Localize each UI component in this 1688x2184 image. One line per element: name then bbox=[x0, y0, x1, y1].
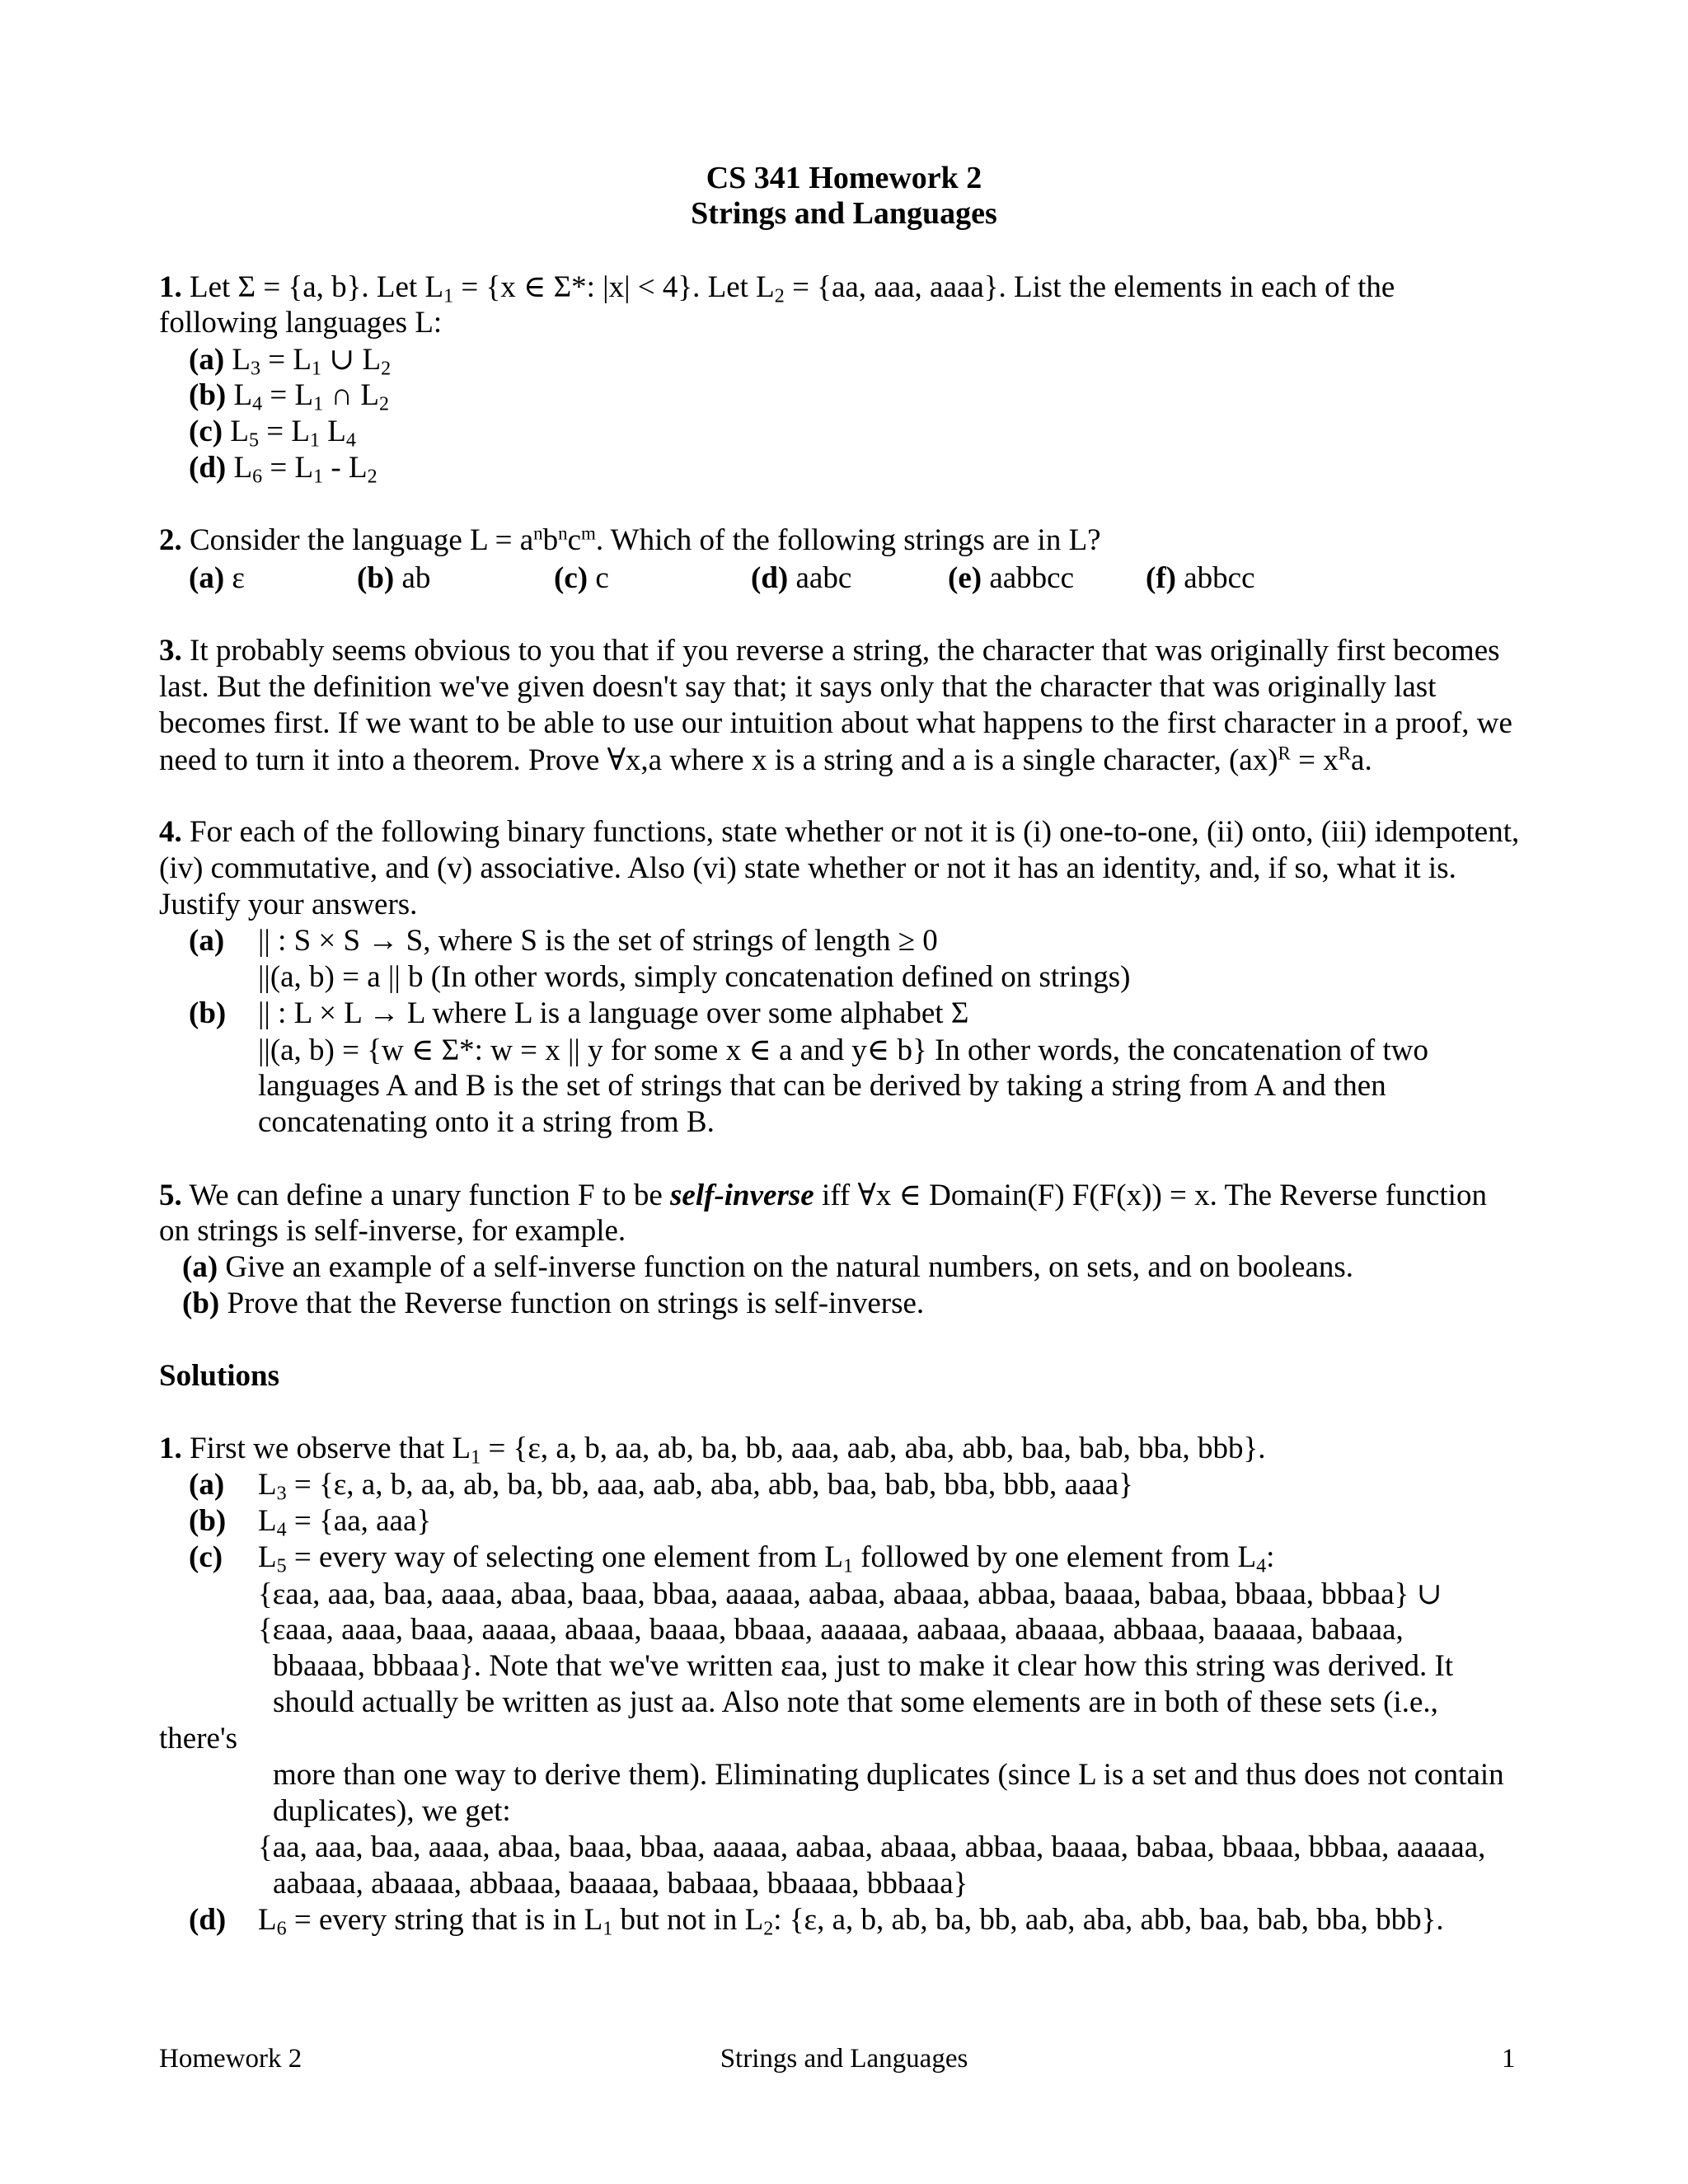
q4-line2: (iv) commutative, and (v) associative. Also (vi) state whether or not it has an identity, and, if so, what it is. bbox=[159, 851, 1456, 885]
solution-c-line5: should actually be written as just aa. Also note that some elements are in both of these sets (i.e., bbox=[273, 1685, 1438, 1719]
q4-part-b-line1: || : L × L → L where L is a language over some alphabet Σ bbox=[258, 996, 969, 1030]
q2-option-c: (c) c bbox=[554, 561, 609, 595]
solution1-intro: 1. First we observe that $L_1 = \{\varepsilon$, a, b, aa, ab, ba, bb, aaa, aab, aba, abb, baa, bab, bba, bbb}. bbox=[159, 1432, 1266, 1469]
q3-line1: 3. It probably seems obvious to you that if you reverse a string, the character that was originally first becomes bbox=[159, 634, 1500, 668]
q4-part-b-line3: languages A and B is the set of strings that can be derived by taking a string from A and then bbox=[258, 1069, 1386, 1103]
solution-a-label: (a) bbox=[189, 1468, 225, 1502]
q4-part-a-line2: ||(a, b) = a || b (In other words, simply concatenation defined on strings) bbox=[258, 960, 1131, 994]
q5-part-a: (a) Give an example of a self-inverse function on the natural numbers, on sets, and on booleans. bbox=[182, 1250, 1354, 1284]
solution-c-line9: {aa, aaa, baa, aaaa, abaa, baaa, bbaa, aaaaa, aabaa, abaaa, abbaa, baaaa, babaa, bbaaa, bbbaa, aaaaaa, bbox=[258, 1830, 1486, 1864]
q4-part-b-label: (b) bbox=[189, 996, 227, 1030]
q3-line4: need to turn it into a theorem. Prove ∀x,a where x is a string and a is a single character, $(ax)^R = x^Ra$. bbox=[159, 743, 1372, 777]
q4-line3: Justify your answers. bbox=[159, 888, 418, 921]
footer-center: Strings and Languages bbox=[720, 2044, 968, 2074]
solution-d-text: $L_6$ = every string that is in $L_1$ but not in $L_2$: {ε, a, b, ab, ba, bb, aab, aba, abb, baa, bab, bba, bbb}. bbox=[258, 1903, 1444, 1940]
solution-c-line10: aabaaa, abaaaa, abbaaa, baaaaa, babaaa, bbaaaa, bbbaaa} bbox=[273, 1867, 968, 1900]
solution-c-line2: {εaa, aaa, baa, aaaa, abaa, baaa, bbaa, aaaaa, aabaa, abaaa, abbaa, baaaa, babaa, bbaaa, bbbaa} ∪ bbox=[258, 1577, 1442, 1611]
q3-line2: last. But the definition we've given doesn't say that; it says only that the character that was originally last bbox=[159, 670, 1437, 704]
q1-part-a: (a) $L_3 = L_1$ ∪ $L_2$ bbox=[189, 343, 392, 380]
page-number: 1 bbox=[1502, 2044, 1516, 2074]
solution-d-label: (d) bbox=[189, 1903, 227, 1937]
solution-b-text: $L_4 = \{aa$, aaa} bbox=[258, 1504, 432, 1541]
q1-part-b: (b) $L_4 = L_1$ ∩ $L_2$ bbox=[189, 378, 389, 415]
q1-part-c: (c) $L_5 = L_1$ $L_4$ bbox=[189, 415, 356, 452]
solution-c-label: (c) bbox=[189, 1540, 223, 1574]
q5-line2: on strings is self-inverse, for example. bbox=[159, 1214, 626, 1248]
q4-part-b-line4: concatenating onto it a string from B. bbox=[258, 1105, 715, 1139]
q4-part-a-line1: || : S × S → S, where S is the set of strings of length ≥ 0 bbox=[258, 924, 938, 958]
solution-c-line6: there's bbox=[159, 1722, 238, 1755]
q4-line1: 4. For each of the following binary functions, state whether or not it is (i) one-to-one, (ii) onto, (iii) idempotent, bbox=[159, 815, 1520, 849]
solution-c-line1: $L_5$ = every way of selecting one element from $L_1$ followed by one element from $L_4$: bbox=[258, 1540, 1275, 1577]
q4-part-a-label: (a) bbox=[189, 924, 225, 958]
solution-c-line3: {εaaa, aaaa, baaa, aaaaa, abaaa, baaaa, bbaaa, aaaaaa, aabaaa, abaaaa, abbaaa, baaaaa, babaaa, bbox=[258, 1613, 1404, 1647]
solution-b-label: (b) bbox=[189, 1504, 227, 1538]
solutions-heading: Solutions bbox=[159, 1359, 280, 1393]
page-title: CS 341 Homework 2 bbox=[706, 161, 982, 195]
q2-option-f: (f) abbcc bbox=[1146, 561, 1255, 595]
solution-c-line8: duplicates), we get: bbox=[273, 1794, 511, 1828]
q1-part-d: (d) $L_6 = L_1 - L_2$ bbox=[189, 451, 377, 488]
solution-c-line7: more than one way to derive them). Eliminating duplicates (since L is a set and thus does not contain bbox=[273, 1758, 1504, 1792]
solution-c-line4: bbaaaa, bbbaaa}. Note that we've written εaa, just to make it clear how this string was derived. It bbox=[273, 1649, 1454, 1683]
q2-option-a: (a) ε bbox=[189, 561, 245, 595]
q3-line3: becomes first. If we want to be able to use our intuition about what happens to the first character in a proof, we bbox=[159, 706, 1512, 740]
q5-line1: 5. We can define a unary function F to be self-inverse iff ∀x ∈ Domain(F) F(F(x)) = x. The Reverse function bbox=[159, 1179, 1487, 1212]
q2-text: 2. Consider the language $L = a^nb^nc^m$. Which of the following strings are in L? bbox=[159, 523, 1101, 557]
q1-intro-line2: following languages L: bbox=[159, 306, 443, 340]
solution-a-text: $L_3 = \{\varepsilon$, a, b, aa, ab, ba, bb, aaa, aab, aba, abb, baa, bab, bba, bbb, aaaa} bbox=[258, 1468, 1133, 1505]
q1-intro-line1: 1. Let Σ = {a, b}. Let $L_1 = \{x$ ∈ Σ*: |x| < 4}. Let $L_2 = \{aa$, aaa, aaaa}. List the elements in each of the bbox=[159, 270, 1395, 307]
q4-part-b-line2: ||(a, b) = {w ∈ Σ*: w = x || y for some x ∈ a and y∈ b} In other words, the concatenation of two bbox=[258, 1033, 1428, 1067]
q2-option-e: (e) aabbcc bbox=[948, 561, 1075, 595]
q2-option-b: (b) ab bbox=[357, 561, 431, 595]
q2-option-d: (d) aabc bbox=[751, 561, 852, 595]
q5-part-b: (b) Prove that the Reverse function on strings is self-inverse. bbox=[182, 1286, 925, 1320]
page-subtitle: Strings and Languages bbox=[691, 196, 997, 231]
footer-left: Homework 2 bbox=[159, 2044, 302, 2074]
